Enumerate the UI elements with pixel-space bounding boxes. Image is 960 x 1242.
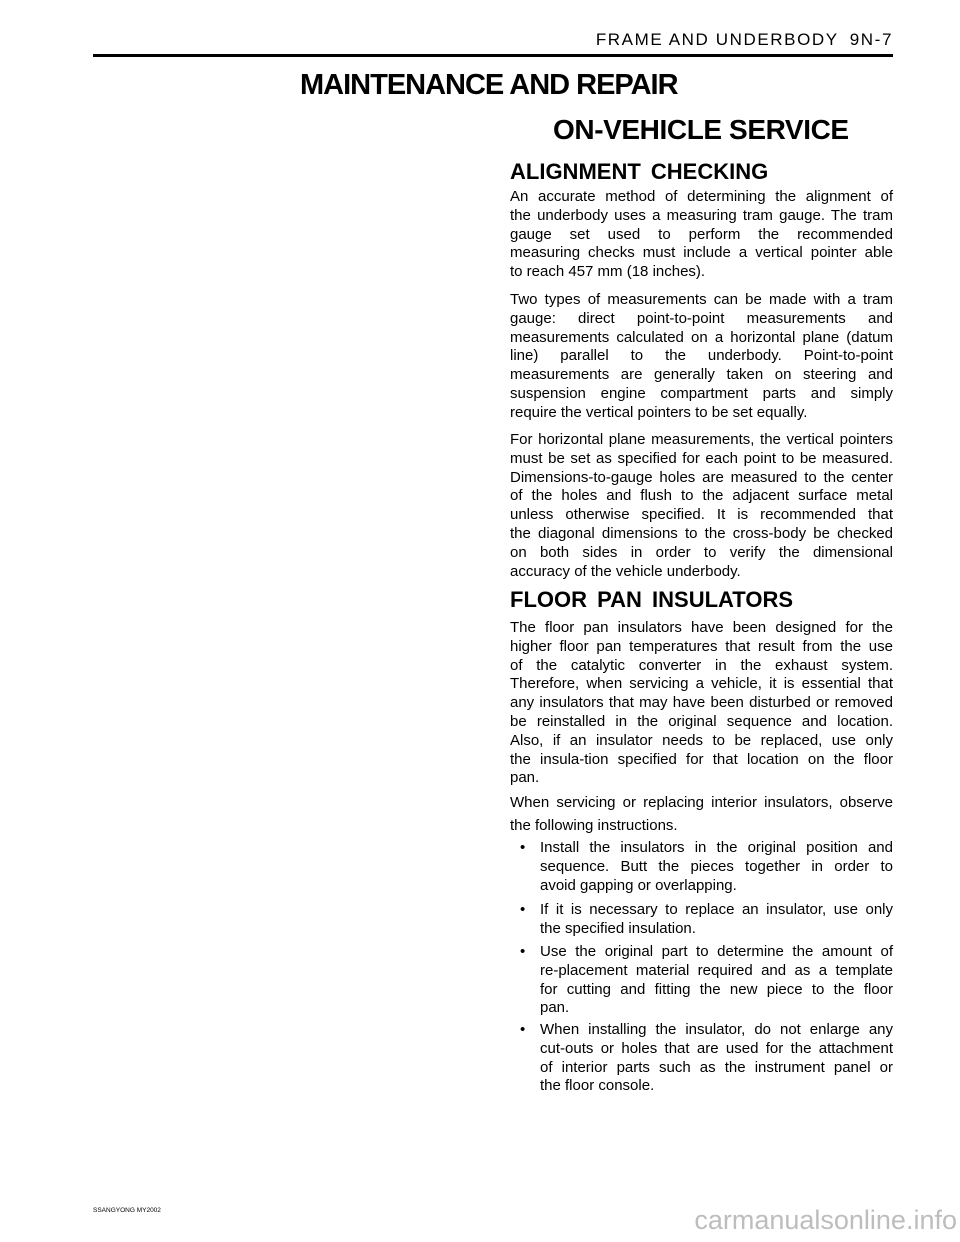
paragraph-line: be reinstalled in the original sequence and location. xyxy=(510,712,893,730)
page-subtitle: ON-VEHICLE SERVICE xyxy=(553,114,849,145)
bullet-text xyxy=(540,901,893,939)
bullet-line: of interior parts such as the instrument panel or xyxy=(540,1058,893,1076)
paragraph-line: Also, if an insulator needs to be replaced, use only xyxy=(510,731,893,749)
bullet-line: re-placement material required and as a template xyxy=(540,961,893,979)
bullet-line: sequence. Butt the pieces together in order to xyxy=(540,857,893,875)
paragraph-line: the underbody uses a measuring tram gauge. The tram xyxy=(510,206,893,224)
paragraph xyxy=(510,291,893,423)
bullet-line: If it is necessary to replace an insulator, use only xyxy=(540,901,893,918)
paragraph-line: of the holes and flush to the adjacent surface metal xyxy=(510,487,893,505)
bullet-icon: • xyxy=(520,1021,526,1038)
page-number: 9N-7 xyxy=(849,30,893,49)
paragraph-line: An accurate method of determining the alignment of xyxy=(510,188,893,205)
footer-publisher: SSANGYONG MY2002 xyxy=(93,1207,161,1214)
bullet-line: When installing the insulator, do not enlarge any xyxy=(540,1021,893,1038)
paragraph-line: The floor pan insulators have been designed for the xyxy=(510,619,893,636)
bullet-line: cut-outs or holes that are used for the attachment xyxy=(540,1039,893,1057)
paragraph-line: the diagonal dimensions to the cross-body be checked xyxy=(510,524,893,542)
paragraph-line: suspension engine compartment parts and simply xyxy=(510,384,893,402)
paragraph-line: measuring checks must include a vertical pointer able xyxy=(510,244,893,262)
paragraph-line: the insula-tion specified for that location on the floor xyxy=(510,750,893,768)
bullet-icon: • xyxy=(520,901,526,918)
bullet-text xyxy=(540,1021,893,1096)
bullet-line: the specified insulation. xyxy=(540,919,696,937)
bullet-line: Use the original part to determine the amount of xyxy=(540,943,893,960)
paragraph-line: of the catalytic converter in the exhaust system. xyxy=(510,656,893,674)
bullet-line: for cutting and fitting the new piece to the floor xyxy=(540,980,893,998)
paragraph-line: Two types of measurements can be made with a tram xyxy=(510,291,893,308)
bullet-line: pan. xyxy=(540,999,570,1017)
paragraph xyxy=(510,791,893,837)
bullet-icon: • xyxy=(520,839,526,856)
paragraph-line: gauge: direct point-to-point measurements and xyxy=(510,309,893,327)
paragraph-line: to reach 457 mm (18 inches). xyxy=(510,263,706,281)
bullet-icon: • xyxy=(520,943,526,960)
bullet-text xyxy=(540,839,893,895)
header-rule xyxy=(93,54,893,57)
paragraph-line: on both sides in order to verify the dimensional xyxy=(510,543,893,561)
paragraph-line: gauge set used to perform the recommended xyxy=(510,225,893,243)
watermark: carmanualsonline.info xyxy=(694,1205,957,1235)
paragraph-line: any insulators that may have been disturbed or removed xyxy=(510,694,893,712)
paragraph xyxy=(510,188,893,282)
page-title: MAINTENANCE AND REPAIR xyxy=(300,69,678,101)
paragraph-line: accuracy of the vehicle underbody. xyxy=(510,562,741,580)
bullet-item xyxy=(510,943,893,1018)
paragraph-line: pan. xyxy=(510,769,540,787)
bullet-text xyxy=(540,943,893,1018)
paragraph-line: line) parallel to the underbody. Point-to-point xyxy=(510,347,893,365)
running-header xyxy=(596,30,893,50)
paragraph-line: higher floor pan temperatures that result from the use xyxy=(510,637,893,655)
bullet-line: Install the insulators in the original position and xyxy=(540,839,893,856)
paragraph-line: require the vertical pointers to be set equally. xyxy=(510,403,808,421)
bullet-line: the floor console. xyxy=(540,1077,655,1095)
paragraph-line: unless otherwise specified. It is recommended that xyxy=(510,506,893,524)
paragraph-line: Dimensions-to-gauge holes are measured to the center xyxy=(510,468,893,486)
bullet-line: avoid gapping or overlapping. xyxy=(540,876,737,894)
paragraph-line: Therefore, when servicing a vehicle, it is essential that xyxy=(510,675,893,693)
section-heading-floor-pan: FLOOR PAN INSULATORS xyxy=(510,587,793,612)
paragraph-line: For horizontal plane measurements, the vertical pointers xyxy=(510,431,893,448)
paragraph-line: must be set as specified for each point to be measured. xyxy=(510,449,893,467)
paragraph-line: measurements calculated on a horizontal plane (datum xyxy=(510,328,893,346)
paragraph xyxy=(510,431,893,581)
paragraph-line: measurements are generally taken on steering and xyxy=(510,366,893,384)
bullet-item xyxy=(510,839,893,895)
bullet-item xyxy=(510,901,893,939)
paragraph xyxy=(510,619,893,788)
section-heading-alignment: ALIGNMENT CHECKING xyxy=(510,159,769,184)
chapter-name: FRAME AND UNDERBODY xyxy=(595,30,839,49)
bullet-item xyxy=(510,1021,893,1096)
paragraph-line: the following instructions. xyxy=(510,817,678,834)
paragraph-line: When servicing or replacing interior insulators, observe xyxy=(510,794,893,811)
